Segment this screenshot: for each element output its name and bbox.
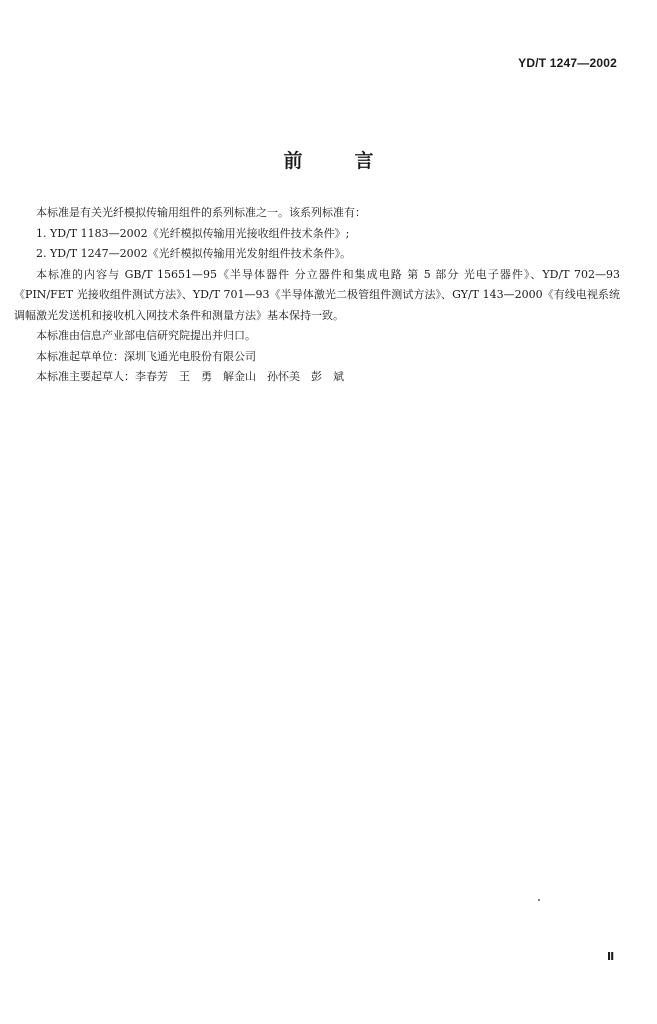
- foreword-body: [14, 203, 620, 388]
- series-item-1: 1. YD/T 1183—2002《光纤模拟传输用光接收组件技术条件》;: [36, 226, 350, 240]
- intro-paragraph: 本标准是有关光纤模拟传输用组件的系列标准之一。该系列标准有：: [36, 206, 366, 219]
- scan-speck: [538, 899, 540, 901]
- standard-code: YD/T 1247—2002: [518, 56, 617, 70]
- series-item-2: 2. YD/T 1247—2002《光纤模拟传输用光发射组件技术条件》。: [36, 247, 352, 260]
- drafters-paragraph: 本标准主要起草人：李春芳 王 勇 解金山 孙怀美 彭 斌: [36, 370, 344, 383]
- page-title: 前言: [283, 150, 426, 172]
- drafting-unit-paragraph: 本标准起草单位：深圳飞通光电股份有限公司: [36, 349, 256, 363]
- proposer-paragraph: 本标准由信息产业部电信研究院提出并归口。: [36, 329, 256, 342]
- consistency-paragraph: 本标准的内容与 GB/T 15651—95《半导体器件 分立器件和集成电路 第 5 部分 光电子器件》、YD/T 702—93《PIN/FET 光接收组件测试方法》、YD/T 701—93《半导体激光二极管组件测试方法》、GY/T 143—2000《有线电视系统调幅激光发送机和接收机入网技术条件和测量方法》基本保持一致。: [14, 267, 620, 322]
- page-number: Ⅱ: [607, 951, 615, 963]
